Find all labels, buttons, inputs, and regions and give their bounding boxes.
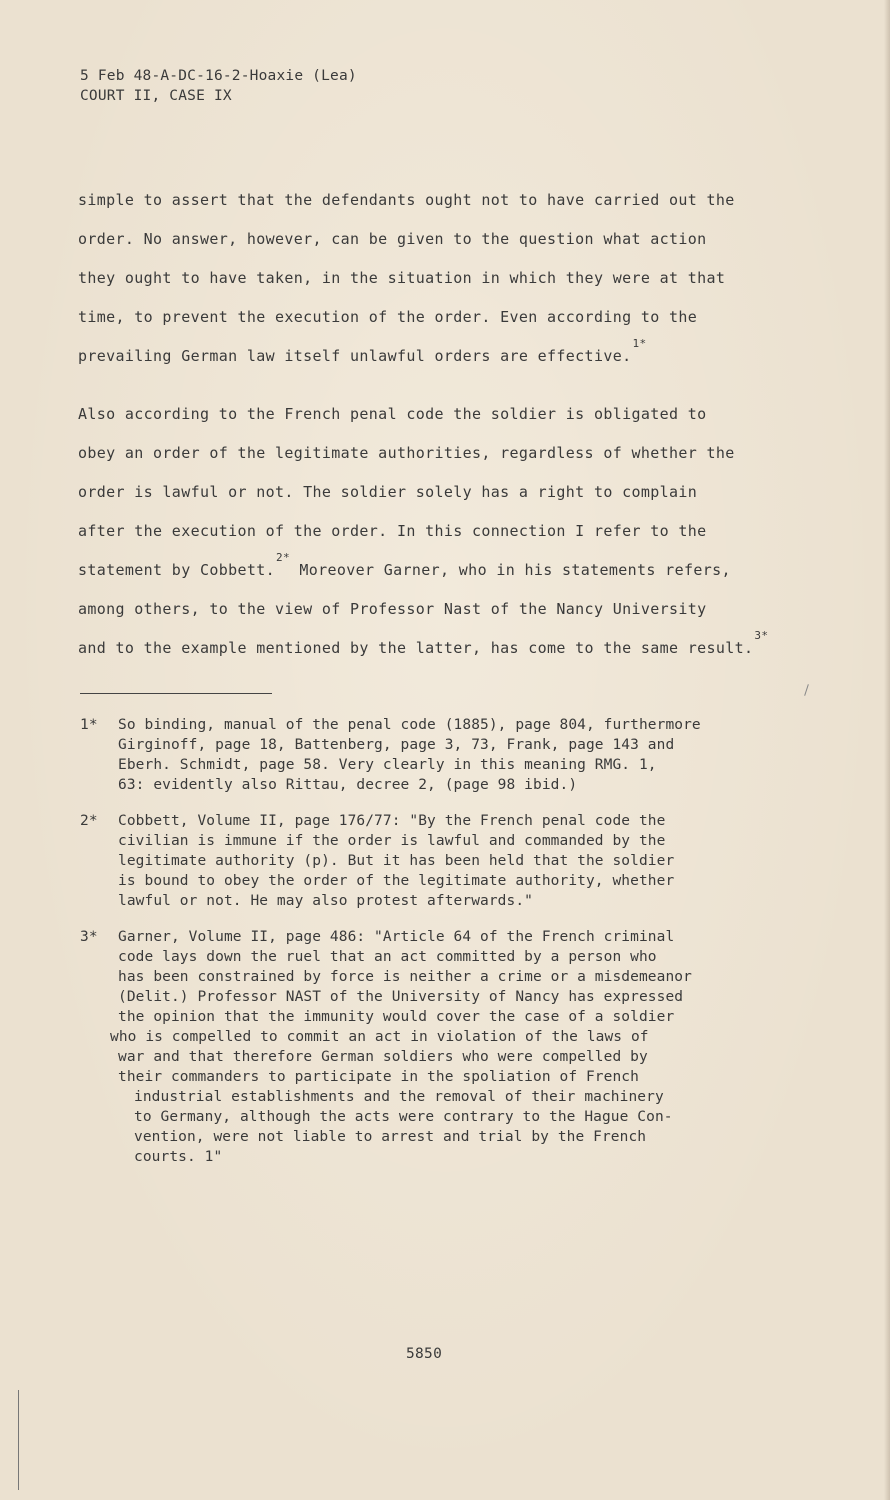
footnote-ref-3: 3* bbox=[754, 629, 769, 642]
paragraph-1-line: simple to assert that the defendants ought not to have carried out the bbox=[78, 191, 735, 209]
footnote-line: is bound to obey the order of the legitimate authority, whether bbox=[118, 873, 675, 889]
footnote-line: the opinion that the immunity would cover the case of a soldier bbox=[118, 1009, 675, 1025]
footnote-line: So binding, manual of the penal code (1885), page 804, furthermore bbox=[118, 717, 701, 733]
footnote-1 bbox=[80, 715, 800, 795]
page-edge-shadow bbox=[884, 0, 890, 1500]
footnote-line: Girginoff, page 18, Battenberg, page 3, 73, Frank, page 143 and bbox=[118, 737, 675, 753]
paragraph-1-line: they ought to have taken, in the situation in which they were at that bbox=[78, 269, 726, 287]
footnote-line: code lays down the ruel that an act committed by a person who bbox=[118, 949, 657, 965]
document-header bbox=[80, 66, 357, 106]
footnote-line: vention, were not liable to arrest and trial by the French bbox=[134, 1129, 647, 1145]
footnote-line: war and that therefore German soldiers who were compelled by bbox=[118, 1049, 648, 1065]
header-court-line: COURT II, CASE IX bbox=[80, 88, 232, 104]
paragraph-2-line: among others, to the view of Professor Nast of the Nancy University bbox=[78, 600, 707, 618]
footnote-line: their commanders to participate in the spoliation of French bbox=[118, 1069, 639, 1085]
footnote-line: civilian is immune if the order is lawful and commanded by the bbox=[118, 833, 666, 849]
paragraph-2-line: order is lawful or not. The soldier solely has a right to complain bbox=[78, 483, 698, 501]
footnote-line: who is compelled to commit an act in violation of the laws of bbox=[110, 1029, 649, 1045]
footnote-line: to Germany, although the acts were contrary to the Hague Con- bbox=[134, 1109, 673, 1125]
header-docket-line: 5 Feb 48-A-DC-16-2-Hoaxie (Lea) bbox=[80, 68, 357, 84]
paragraph-1-line: order. No answer, however, can be given to the question what action bbox=[78, 230, 707, 248]
footnote-line: 63: evidently also Rittau, decree 2, (page 98 ibid.) bbox=[118, 777, 578, 793]
footnote-marker: 1* bbox=[80, 717, 98, 733]
paragraph-2-line-text: Moreover Garner, who in his statements refers, bbox=[289, 561, 731, 579]
paragraph-2 bbox=[78, 395, 778, 668]
paragraph-1-line-text: prevailing German law itself unlawful orders are effective. bbox=[78, 347, 632, 365]
footnote-line: Cobbett, Volume II, page 176/77: "By the French penal code the bbox=[118, 813, 666, 829]
footnote-3 bbox=[80, 927, 800, 1167]
paragraph-2-line-text: statement by Cobbett. bbox=[78, 561, 275, 579]
footnote-ref-2: 2* bbox=[276, 551, 290, 564]
footnote-marker: 2* bbox=[80, 813, 98, 829]
paragraph-2-line-text: and to the example mentioned by the latter, has come to the same result. bbox=[78, 639, 754, 657]
footnote-line: (Delit.) Professor NAST of the University of Nancy has expressed bbox=[118, 989, 684, 1005]
footnote-ref-1: 1* bbox=[632, 337, 647, 350]
footnote-line: lawful or not. He may also protest afterwards." bbox=[118, 893, 533, 909]
footnote-line: courts. 1" bbox=[134, 1149, 223, 1165]
paragraph-2-line: Also according to the French penal code the soldier is obligated to bbox=[78, 405, 707, 423]
page-number: 5850 bbox=[406, 1346, 443, 1362]
footnote-line: legitimate authority (p). But it has been held that the soldier bbox=[118, 853, 675, 869]
footnote-line: Eberh. Schmidt, page 58. Very clearly in this meaning RMG. 1, bbox=[118, 757, 657, 773]
footnote-marker: 3* bbox=[80, 929, 98, 945]
margin-pencil-line bbox=[18, 1390, 19, 1490]
footnote-line: Garner, Volume II, page 486: "Article 64 of the French criminal bbox=[118, 929, 675, 945]
footnote-line: industrial establishments and the removal of their machinery bbox=[134, 1089, 664, 1105]
footnote-line: has been constrained by force is neither a crime or a misdemeanor bbox=[118, 969, 692, 985]
footnote-divider bbox=[80, 693, 272, 694]
paragraph-2-line bbox=[78, 551, 778, 590]
footnote-2 bbox=[80, 811, 800, 911]
paragraph-2-line: after the execution of the order. In this connection I refer to the bbox=[78, 522, 707, 540]
stray-pen-mark bbox=[804, 684, 809, 696]
paragraph-1-line bbox=[78, 337, 778, 376]
paragraph-2-line bbox=[78, 629, 778, 668]
paragraph-1 bbox=[78, 181, 778, 376]
paragraph-2-line: obey an order of the legitimate authorities, regardless of whether the bbox=[78, 444, 735, 462]
paragraph-1-line: time, to prevent the execution of the order. Even according to the bbox=[78, 308, 698, 326]
